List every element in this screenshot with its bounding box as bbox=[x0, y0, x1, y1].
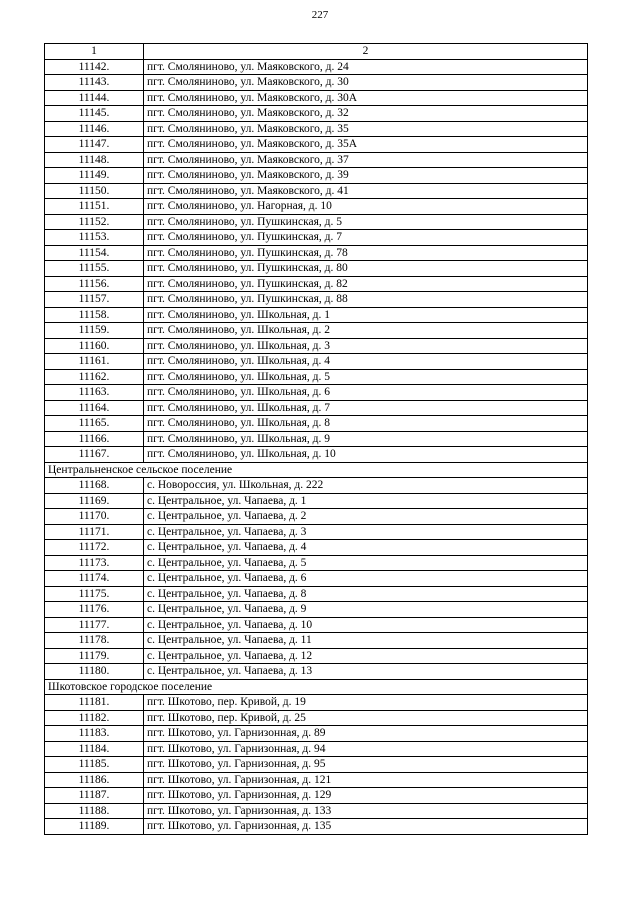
row-number: 11189. bbox=[45, 819, 144, 835]
table-row bbox=[45, 788, 588, 804]
row-address: пгт. Смоляниново, ул. Маяковского, д. 32 bbox=[144, 106, 588, 122]
row-number: 11150. bbox=[45, 183, 144, 199]
row-number: 11143. bbox=[45, 75, 144, 91]
row-number: 11176. bbox=[45, 602, 144, 618]
row-address: пгт. Смоляниново, ул. Маяковского, д. 35А bbox=[144, 137, 588, 153]
row-address: с. Центральное, ул. Чапаева, д. 9 bbox=[144, 602, 588, 618]
section-row bbox=[45, 679, 588, 695]
table-row bbox=[45, 168, 588, 184]
row-number: 11173. bbox=[45, 555, 144, 571]
row-address: пгт. Смоляниново, ул. Школьная, д. 2 bbox=[144, 323, 588, 339]
row-number: 11155. bbox=[45, 261, 144, 277]
row-address: пгт. Смоляниново, ул. Школьная, д. 4 bbox=[144, 354, 588, 370]
row-address: пгт. Смоляниново, ул. Маяковского, д. 39 bbox=[144, 168, 588, 184]
table-row bbox=[45, 493, 588, 509]
row-address: пгт. Смоляниново, ул. Школьная, д. 5 bbox=[144, 369, 588, 385]
table-row bbox=[45, 369, 588, 385]
row-address: с. Центральное, ул. Чапаева, д. 10 bbox=[144, 617, 588, 633]
table-row bbox=[45, 710, 588, 726]
row-number: 11154. bbox=[45, 245, 144, 261]
row-address: пгт. Смоляниново, ул. Пушкинская, д. 7 bbox=[144, 230, 588, 246]
table-row bbox=[45, 59, 588, 75]
row-number: 11151. bbox=[45, 199, 144, 215]
row-number: 11168. bbox=[45, 478, 144, 494]
row-number: 11147. bbox=[45, 137, 144, 153]
row-number: 11149. bbox=[45, 168, 144, 184]
column-header-number: 1 bbox=[45, 44, 144, 60]
table-row bbox=[45, 75, 588, 91]
row-address: пгт. Смоляниново, ул. Нагорная, д. 10 bbox=[144, 199, 588, 215]
row-number: 11177. bbox=[45, 617, 144, 633]
row-number: 11161. bbox=[45, 354, 144, 370]
table-header-row bbox=[45, 44, 588, 60]
row-number: 11160. bbox=[45, 338, 144, 354]
table-row bbox=[45, 152, 588, 168]
table-row bbox=[45, 478, 588, 494]
row-number: 11169. bbox=[45, 493, 144, 509]
row-address: пгт. Смоляниново, ул. Маяковского, д. 24 bbox=[144, 59, 588, 75]
table-row bbox=[45, 245, 588, 261]
row-address: пгт. Шкотово, ул. Гарнизонная, д. 129 bbox=[144, 788, 588, 804]
table-row bbox=[45, 509, 588, 525]
table-row bbox=[45, 602, 588, 618]
row-address: с. Центральное, ул. Чапаева, д. 5 bbox=[144, 555, 588, 571]
row-number: 11152. bbox=[45, 214, 144, 230]
table-row bbox=[45, 431, 588, 447]
row-address: пгт. Смоляниново, ул. Школьная, д. 6 bbox=[144, 385, 588, 401]
table-row bbox=[45, 416, 588, 432]
table-row bbox=[45, 571, 588, 587]
row-number: 11158. bbox=[45, 307, 144, 323]
row-number: 11166. bbox=[45, 431, 144, 447]
section-title: Центральненское сельское поселение bbox=[45, 462, 588, 478]
row-number: 11163. bbox=[45, 385, 144, 401]
row-number: 11171. bbox=[45, 524, 144, 540]
table-row bbox=[45, 524, 588, 540]
section-row bbox=[45, 462, 588, 478]
row-number: 11157. bbox=[45, 292, 144, 308]
row-address: пгт. Шкотово, ул. Гарнизонная, д. 95 bbox=[144, 757, 588, 773]
table-row bbox=[45, 90, 588, 106]
table-row bbox=[45, 354, 588, 370]
table-row bbox=[45, 726, 588, 742]
row-address: пгт. Смоляниново, ул. Пушкинская, д. 82 bbox=[144, 276, 588, 292]
table-row bbox=[45, 540, 588, 556]
row-address: пгт. Смоляниново, ул. Школьная, д. 1 bbox=[144, 307, 588, 323]
row-number: 11170. bbox=[45, 509, 144, 525]
table-row bbox=[45, 323, 588, 339]
table-row bbox=[45, 555, 588, 571]
table-row bbox=[45, 292, 588, 308]
row-number: 11153. bbox=[45, 230, 144, 246]
page-number: 227 bbox=[311, 9, 329, 21]
table-row bbox=[45, 586, 588, 602]
row-address: с. Центральное, ул. Чапаева, д. 12 bbox=[144, 648, 588, 664]
row-number: 11159. bbox=[45, 323, 144, 339]
row-address: с. Центральное, ул. Чапаева, д. 13 bbox=[144, 664, 588, 680]
row-address: пгт. Смоляниново, ул. Пушкинская, д. 80 bbox=[144, 261, 588, 277]
table-row bbox=[45, 648, 588, 664]
row-address: с. Новороссия, ул. Школьная, д. 222 bbox=[144, 478, 588, 494]
table-row bbox=[45, 385, 588, 401]
table-row bbox=[45, 307, 588, 323]
row-address: пгт. Шкотово, пер. Кривой, д. 25 bbox=[144, 710, 588, 726]
table-row bbox=[45, 803, 588, 819]
table-body bbox=[45, 44, 588, 835]
row-address: пгт. Шкотово, ул. Гарнизонная, д. 94 bbox=[144, 741, 588, 757]
row-address: пгт. Смоляниново, ул. Школьная, д. 9 bbox=[144, 431, 588, 447]
table-row bbox=[45, 400, 588, 416]
table-row bbox=[45, 741, 588, 757]
table-row bbox=[45, 664, 588, 680]
table-row bbox=[45, 106, 588, 122]
row-number: 11186. bbox=[45, 772, 144, 788]
row-number: 11156. bbox=[45, 276, 144, 292]
table-row bbox=[45, 276, 588, 292]
row-address: пгт. Шкотово, ул. Гарнизонная, д. 133 bbox=[144, 803, 588, 819]
row-address: пгт. Смоляниново, ул. Пушкинская, д. 88 bbox=[144, 292, 588, 308]
row-address: с. Центральное, ул. Чапаева, д. 11 bbox=[144, 633, 588, 649]
row-address: пгт. Смоляниново, ул. Школьная, д. 10 bbox=[144, 447, 588, 463]
table-row bbox=[45, 121, 588, 137]
row-number: 11185. bbox=[45, 757, 144, 773]
address-table bbox=[44, 43, 588, 835]
row-number: 11172. bbox=[45, 540, 144, 556]
row-address: пгт. Смоляниново, ул. Маяковского, д. 30 bbox=[144, 75, 588, 91]
row-number: 11175. bbox=[45, 586, 144, 602]
row-number: 11165. bbox=[45, 416, 144, 432]
column-header-address: 2 bbox=[144, 44, 588, 60]
row-number: 11142. bbox=[45, 59, 144, 75]
row-address: с. Центральное, ул. Чапаева, д. 1 bbox=[144, 493, 588, 509]
row-number: 11148. bbox=[45, 152, 144, 168]
row-address: с. Центральное, ул. Чапаева, д. 2 bbox=[144, 509, 588, 525]
row-address: пгт. Шкотово, ул. Гарнизонная, д. 89 bbox=[144, 726, 588, 742]
table-row bbox=[45, 772, 588, 788]
row-address: пгт. Смоляниново, ул. Школьная, д. 3 bbox=[144, 338, 588, 354]
row-number: 11184. bbox=[45, 741, 144, 757]
table-row bbox=[45, 447, 588, 463]
row-number: 11162. bbox=[45, 369, 144, 385]
row-number: 11187. bbox=[45, 788, 144, 804]
row-address: пгт. Смоляниново, ул. Пушкинская, д. 78 bbox=[144, 245, 588, 261]
table-row bbox=[45, 137, 588, 153]
table-row bbox=[45, 214, 588, 230]
table-row bbox=[45, 183, 588, 199]
row-address: пгт. Смоляниново, ул. Маяковского, д. 37 bbox=[144, 152, 588, 168]
row-address: пгт. Смоляниново, ул. Маяковского, д. 35 bbox=[144, 121, 588, 137]
row-number: 11144. bbox=[45, 90, 144, 106]
section-title: Шкотовское городское поселение bbox=[45, 679, 588, 695]
row-address: с. Центральное, ул. Чапаева, д. 4 bbox=[144, 540, 588, 556]
row-number: 11145. bbox=[45, 106, 144, 122]
row-number: 11180. bbox=[45, 664, 144, 680]
row-number: 11183. bbox=[45, 726, 144, 742]
row-number: 11174. bbox=[45, 571, 144, 587]
row-address: пгт. Смоляниново, ул. Маяковского, д. 30А bbox=[144, 90, 588, 106]
row-address: пгт. Шкотово, ул. Гарнизонная, д. 135 bbox=[144, 819, 588, 835]
row-number: 11181. bbox=[45, 695, 144, 711]
row-number: 11146. bbox=[45, 121, 144, 137]
row-number: 11179. bbox=[45, 648, 144, 664]
row-address: пгт. Шкотово, ул. Гарнизонная, д. 121 bbox=[144, 772, 588, 788]
table-row bbox=[45, 199, 588, 215]
row-number: 11182. bbox=[45, 710, 144, 726]
table-row bbox=[45, 819, 588, 835]
table-row bbox=[45, 338, 588, 354]
row-number: 11178. bbox=[45, 633, 144, 649]
row-address: пгт. Шкотово, пер. Кривой, д. 19 bbox=[144, 695, 588, 711]
row-address: с. Центральное, ул. Чапаева, д. 8 bbox=[144, 586, 588, 602]
row-address: пгт. Смоляниново, ул. Пушкинская, д. 5 bbox=[144, 214, 588, 230]
row-address: пгт. Смоляниново, ул. Школьная, д. 7 bbox=[144, 400, 588, 416]
row-address: пгт. Смоляниново, ул. Маяковского, д. 41 bbox=[144, 183, 588, 199]
table-row bbox=[45, 617, 588, 633]
row-address: с. Центральное, ул. Чапаева, д. 6 bbox=[144, 571, 588, 587]
row-number: 11188. bbox=[45, 803, 144, 819]
table-row bbox=[45, 757, 588, 773]
row-address: с. Центральное, ул. Чапаева, д. 3 bbox=[144, 524, 588, 540]
row-address: пгт. Смоляниново, ул. Школьная, д. 8 bbox=[144, 416, 588, 432]
table-row bbox=[45, 261, 588, 277]
table-row bbox=[45, 230, 588, 246]
table-row bbox=[45, 695, 588, 711]
table-row bbox=[45, 633, 588, 649]
row-number: 11167. bbox=[45, 447, 144, 463]
row-number: 11164. bbox=[45, 400, 144, 416]
